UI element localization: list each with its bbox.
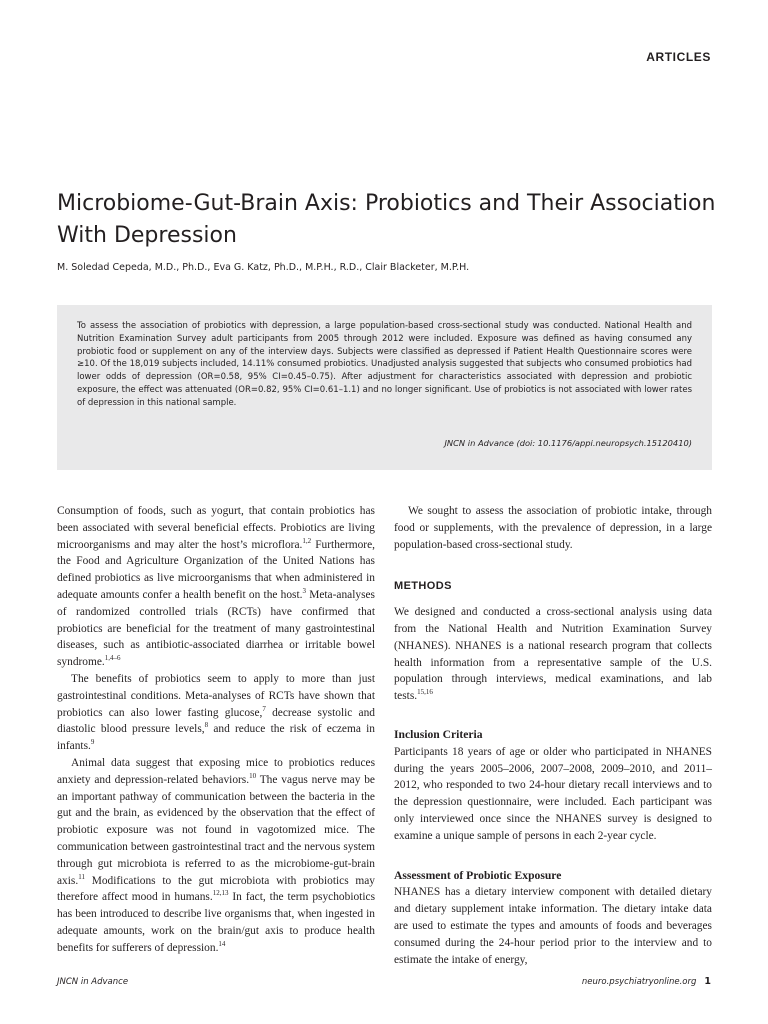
text-run: The vagus nerve may be an important pathway of communication between the bacteria in the gut and the brain, as evidenced by the observation that the effect of probiotic exposure was not found in vagotomized mice. The communication between gastrointestinal tract and the nervous system through gut microbiota is referred to as the microbiome-gut-brain axis. [57, 773, 375, 887]
probiotic-exposure-heading: Assessment of Probiotic Exposure [394, 868, 562, 882]
text-run: Meta-analyses of randomized controlled trials (RCTs) have confirmed that probiotics are beneficial for the treatment of many gastrointestinal diseases, such as antibiotic-associated diarrhea or irritable bowel syndrome. [57, 588, 375, 669]
inclusion-criteria-heading: Inclusion Criteria [394, 727, 483, 741]
right-column [394, 503, 712, 968]
text-run: Modifications to the gut microbiota with probiotics may therefore affect mood in humans. [57, 874, 375, 904]
reference: 8 [204, 721, 209, 730]
text-run: and reduce the risk of eczema in infants. [57, 723, 375, 753]
abstract-box [57, 305, 712, 470]
text-run: Consumption of foods, such as yogurt, that contain probiotics has been associated with several beneficial effects. Probiotics are living microorganisms and may alter the host’s microflora. [57, 505, 375, 551]
text-run: In fact, the term psychobiotics has been introduced to describe live organisms that, when ingested in adequate amounts, work on the brain/gut axis to produce health benefits for sufferers of depression. [57, 891, 375, 954]
inclusion-paragraph: Participants 18 years of age or older who participated in NHANES during the years 2005–2006, 2007–2008, 2009–2010, and 2011–2012, who responded to two 24-hour dietary recall interviews and to the depression questionnaire, were included. Each participant was only interviewed once since the NHANES survey is designed to examine a unique sample of persons in each 2-year cycle. [394, 745, 712, 842]
reference: 1,4–6 [104, 654, 121, 663]
footer-site-link[interactable]: neuro.psychiatryonline.org [581, 977, 697, 987]
reference: 7 [262, 704, 266, 713]
methods-paragraph [394, 604, 712, 705]
intro-paragraph-2 [57, 671, 375, 755]
intro-paragraph-3 [57, 755, 375, 957]
reference: 11 [78, 872, 85, 881]
intro-paragraph-4: We sought to assess the association of probiotic intake, through food or supplements, with the prevalence of depression, in a large population-based cross-sectional study. [394, 505, 712, 551]
article-title: Microbiome-Gut-Brain Axis: Probiotics and Their Association With Depression [57, 191, 716, 248]
footer-right [582, 976, 711, 987]
text-run: The benefits of probiotics seem to apply to more than just gastrointestinal conditions. Meta-analyses of RCTs have shown that probiotics can also lower fasting glucose, [57, 672, 375, 719]
text-run: Furthermore, the Food and Agriculture Organization of the United Nations has defined probiotics as live microorganisms that when administered in adequate amounts confer a health benefit on the host. [57, 538, 375, 601]
left-column [57, 503, 375, 957]
reference: 12,13 [212, 889, 229, 898]
footer-journal: JNCN in Advance [57, 977, 129, 987]
author-list: M. Soledad Cepeda, M.D., Ph.D., Eva G. Katz, Ph.D., M.P.H., R.D., Clair Blacketer, M.P.H. [57, 262, 470, 273]
reference: 1,2 [302, 536, 312, 545]
text-run: Animal data suggest that exposing mice to probiotics reduces anxiety and depression-related behaviors. [57, 756, 375, 786]
doi-citation: JNCN in Advance (doi: 10.1176/appi.neuropsych.15120410) [444, 438, 692, 448]
intro-paragraph-1 [57, 503, 375, 671]
reference: 15,16 [417, 688, 433, 697]
text-run: We designed and conducted a cross-sectional analysis using data from the National Health and Nutrition Examination Survey (NHANES). NHANES is a national research program that collects health information from a representative sample of the U.S. population through interviews, medical examinations, and lab tests. [394, 606, 712, 703]
methods-heading: METHODS [394, 580, 452, 593]
reference: 9 [90, 738, 95, 747]
page-number: 1 [704, 976, 711, 987]
exposure-paragraph: NHANES has a dietary interview component with detailed dietary and dietary supplement intake information. The dietary intake data are used to estimate the types and amounts of foods and beverages consumed during the 24-hour period prior to the interview and to estimate the intake of energy, [394, 886, 712, 966]
reference: 3 [302, 587, 306, 596]
reference: 14 [218, 939, 226, 948]
abstract-text: To assess the association of probiotics with depression, a large population-based cross-sectional study was conducted. National Health and Nutrition Examination Survey adult participants from 2005 through 2012 were included. Exposure was defined as having consumed any probiotic food or supplement on any of the interview days. Subjects were classified as depressed if Patient Health Questionnaire scores were ≥10. Of the 18,019 subjects included, 14.11% consumed probiotics. Unadjusted analysis suggested that subjects who consumed probiotics had lower odds of depression (OR=0.58, 95% CI=0.45–0.75). After adjustment for characteristics associated with depression and probiotic exposure, the effect was attenuated (OR=0.82, 95% CI=0.61–1.1) and no longer significant. Use of probiotics is not associated with lower rates of depression in this national sample. [77, 321, 692, 408]
reference: 10 [249, 771, 257, 780]
section-label: ARTICLES [646, 50, 711, 64]
text-run: decrease systolic and diastolic blood pressure levels, [57, 706, 375, 736]
